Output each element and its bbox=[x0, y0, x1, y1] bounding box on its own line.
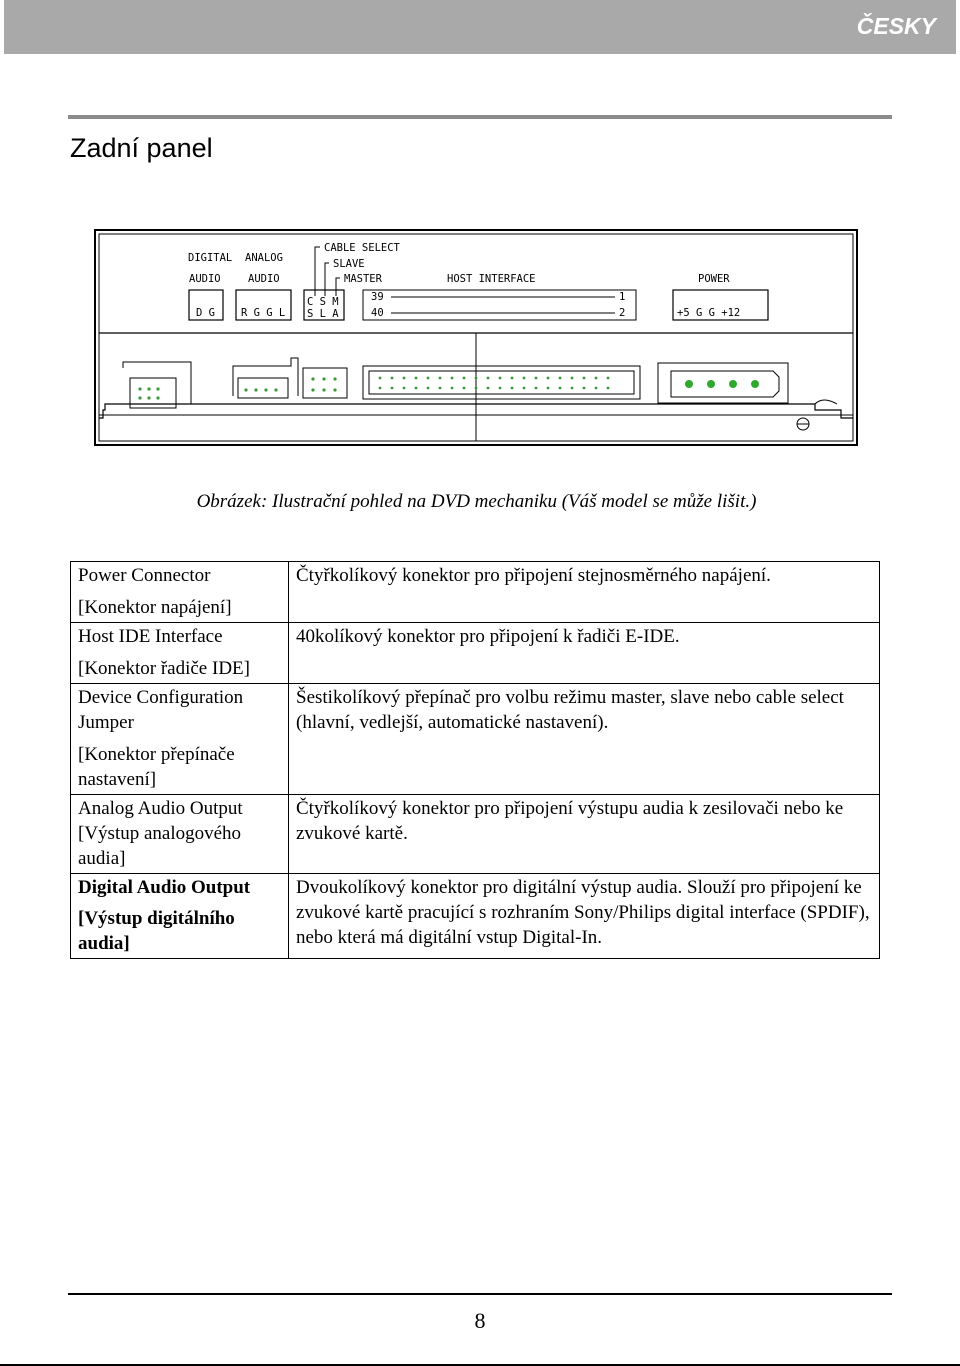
label-analog: ANALOG bbox=[245, 252, 283, 264]
term-english: Host IDE Interface bbox=[78, 626, 223, 647]
label-host-interface: HOST INTERFACE bbox=[447, 273, 536, 285]
label-analog-audio: AUDIO bbox=[248, 273, 280, 285]
term-english: Analog Audio Output bbox=[78, 798, 243, 819]
footer-rule bbox=[68, 1293, 892, 1295]
page-title: Zadní panel bbox=[70, 133, 213, 163]
description-cell: Čtyřkolíkový konektor pro připojení stejnosměrného napájení. bbox=[289, 562, 880, 623]
table-row bbox=[71, 874, 880, 959]
pins-jumper-top: C S M bbox=[307, 296, 339, 308]
description-cell: Dvoukolíkový konektor pro digitální výstup audia. Slouží pro připojení ke zvukové kartě pracující s rozhraním Sony/Philips digital interface (SPDIF), nebo která má digitální vstup Digital-In. bbox=[289, 874, 880, 959]
label-digital-audio: AUDIO bbox=[189, 273, 221, 285]
term-cell bbox=[71, 684, 289, 795]
table-row bbox=[71, 562, 880, 623]
label-master: MASTER bbox=[344, 273, 382, 285]
label-digital: DIGITAL bbox=[188, 252, 233, 264]
page-number: 8 bbox=[474, 1308, 486, 1333]
figure-caption-text: Obrázek: Ilustrační pohled na DVD mechaniku (Váš model se může lišit.) bbox=[196, 491, 757, 512]
pin-ide-40: 40 bbox=[371, 307, 384, 319]
description-cell: Šestikolíkový přepínač pro volbu režimu master, slave nebo cable select (hlavní, vedlejší, automatické nastavení). bbox=[289, 684, 880, 795]
pins-analog: R G G L bbox=[241, 307, 286, 319]
table-row bbox=[71, 684, 880, 795]
term-czech: [Konektor přepínače nastavení] bbox=[78, 744, 235, 790]
pin-ide-2: 2 bbox=[619, 307, 626, 319]
term-english: Digital Audio Output bbox=[78, 877, 251, 898]
table-row bbox=[71, 623, 880, 684]
title-rule bbox=[68, 115, 892, 119]
label-slave: SLAVE bbox=[333, 258, 365, 270]
pins-jumper-bottom: S L A bbox=[307, 308, 339, 320]
term-czech: [Výstup digitálního audia] bbox=[78, 908, 235, 954]
pins-power: +5 G G +12 bbox=[677, 307, 741, 319]
header-bar bbox=[4, 0, 956, 54]
term-english: Device Configuration Jumper bbox=[78, 687, 244, 733]
language-label: ČESKY bbox=[856, 13, 936, 39]
description-cell: 40kolíkový konektor pro připojení k řadiči E-IDE. bbox=[289, 623, 880, 684]
term-cell bbox=[71, 795, 289, 874]
term-czech: [Konektor řadiče IDE] bbox=[78, 658, 250, 679]
label-power: POWER bbox=[698, 273, 730, 285]
term-czech: [Výstup analogového audia] bbox=[78, 823, 242, 869]
term-czech: [Konektor napájení] bbox=[78, 597, 232, 618]
figure-caption bbox=[0, 491, 960, 513]
description-cell: Čtyřkolíkový konektor pro připojení výstupu audia k zesilovači nebo ke zvukové kartě. bbox=[289, 795, 880, 874]
pin-ide-39: 39 bbox=[371, 291, 384, 303]
term-cell bbox=[71, 623, 289, 684]
pins-digital: D G bbox=[196, 307, 215, 319]
spec-table bbox=[70, 561, 880, 959]
table-row bbox=[71, 795, 880, 874]
pin-ide-1: 1 bbox=[619, 291, 626, 303]
dvd-rear-panel-diagram bbox=[93, 228, 863, 448]
label-cable-select: CABLE SELECT bbox=[324, 242, 400, 254]
term-cell bbox=[71, 874, 289, 959]
term-english: Power Connector bbox=[78, 565, 211, 586]
term-cell bbox=[71, 562, 289, 623]
